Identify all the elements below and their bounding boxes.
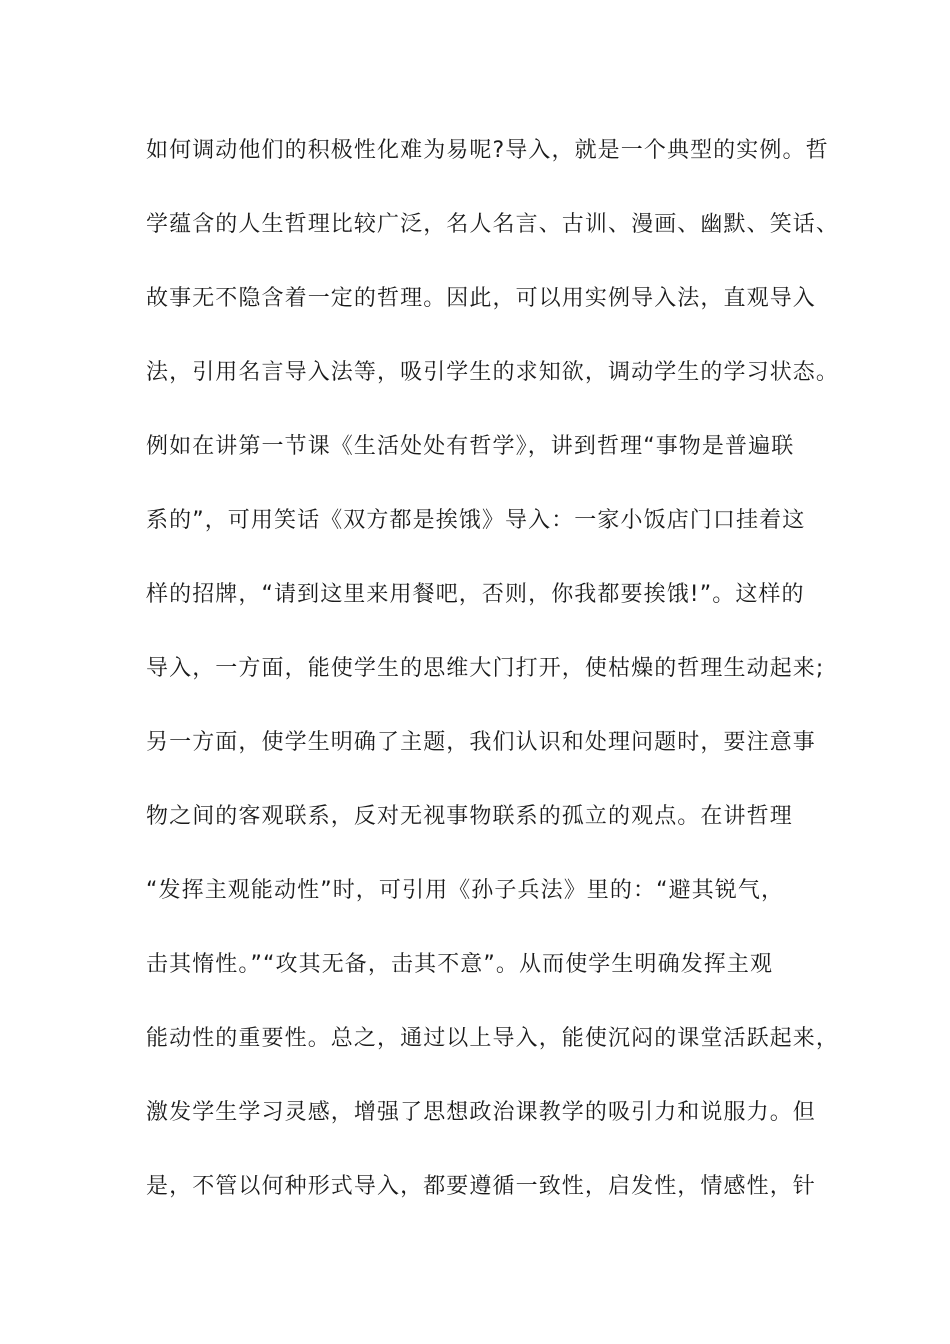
text-line-12: 击其惰性。”“攻其无备，击其不意”。从而使学生明确发挥主观 [146, 952, 774, 977]
text-line-15: 是，不管以何种形式导入，都要遵循一致性，启发性，情感性，针 [146, 1174, 816, 1199]
text-line-14: 激发学生学习灵感，增强了思想政治课教学的吸引力和说服力。但 [146, 1100, 816, 1125]
text-line-7: 样的招牌，“请到这里来用餐吧，否则，你我都要挨饿!”。这样的 [146, 582, 805, 607]
body-text [146, 128, 840, 1238]
text-line-5: 例如在讲第一节课《生活处处有哲学》，讲到哲理“事物是普遍联 [146, 434, 795, 459]
text-line-1: 如何调动他们的积极性化难为易呢?导入，就是一个典型的实例。哲 [146, 138, 829, 163]
text-line-10: 物之间的客观联系，反对无视事物联系的孤立的观点。在讲哲理 [146, 804, 793, 829]
text-line-2: 学蕴含的人生哲理比较广泛，名人名言、古训、漫画、幽默、笑话、 [146, 212, 840, 237]
text-line-11: “发挥主观能动性”时，可引用《孙子兵法》里的：“避其锐气， [146, 878, 785, 903]
text-line-4: 法，引用名言导入法等，吸引学生的求知欲，调动学生的学习状态。 [146, 360, 840, 385]
text-line-3: 故事无不隐含着一定的哲理。因此，可以用实例导入法，直观导入 [146, 286, 816, 311]
text-line-8: 导入，一方面，能使学生的思维大门打开，使枯燥的哲理生动起来; [146, 656, 825, 681]
text-line-9: 另一方面，使学生明确了主题，我们认识和处理问题时，要注意事 [146, 730, 816, 755]
text-line-6: 系的”，可用笑话《双方都是挨饿》导入：一家小饭店门口挂着这 [146, 508, 806, 533]
text-line-13: 能动性的重要性。总之，通过以上导入，能使沉闷的课堂活跃起来， [146, 1026, 840, 1051]
